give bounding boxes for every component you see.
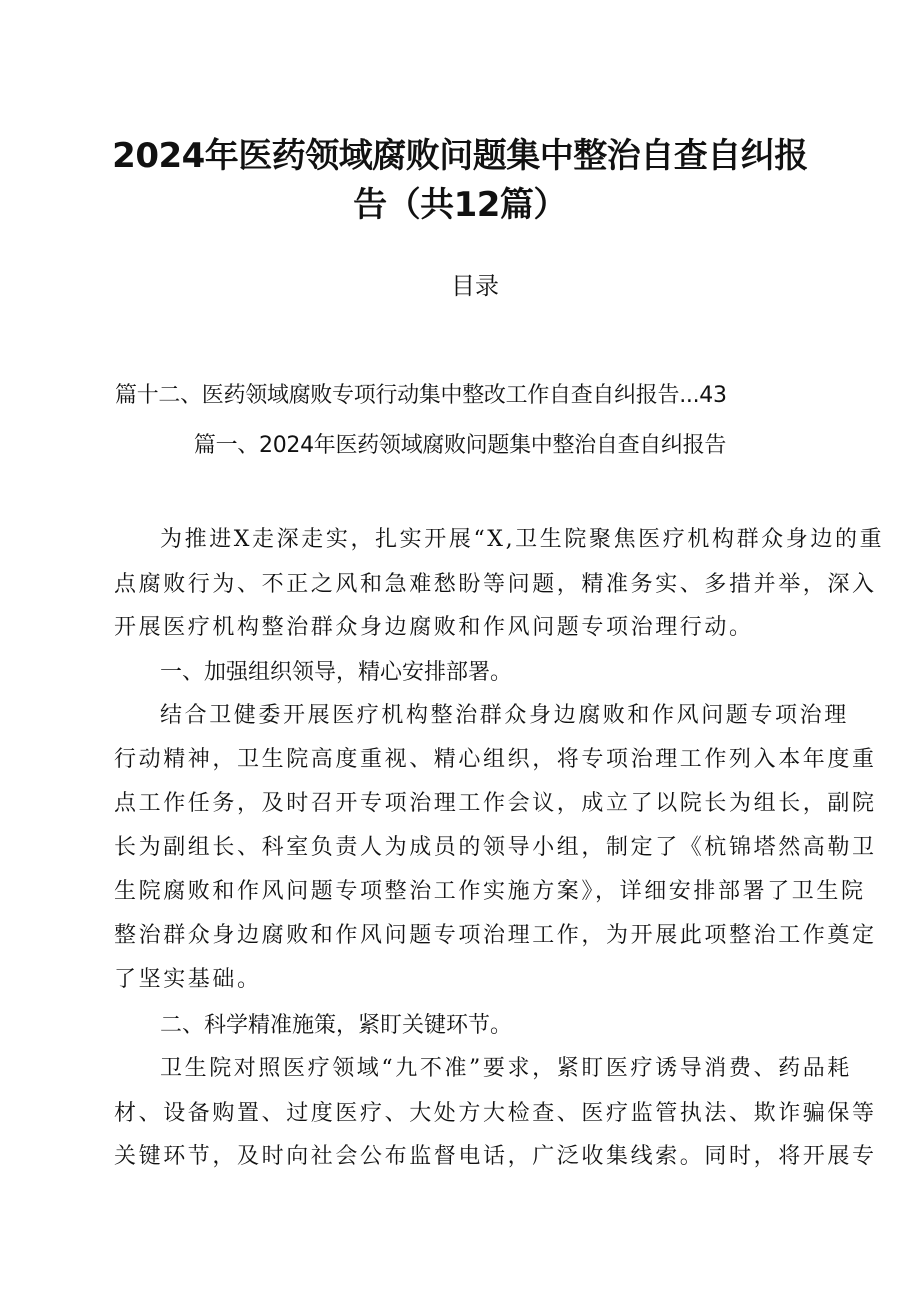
paragraph-line: 整治群众身边腐败和作风问题专项治理工作，为开展此项整治工作奠定 (114, 923, 877, 948)
toc-heading: 目录 (451, 272, 499, 300)
paragraph-line: 点工作任务，及时召开专项治理工作会议，成立了以院长为组长，副院 (114, 791, 877, 816)
paragraph-line: 行动精神，卫生院高度重视、精心组织，将专项治理工作列入本年度重 (114, 747, 877, 772)
paragraph-line: 卫生院对照医疗领域“九不准”要求，紧盯医疗诱导消费、药品耗 (160, 1056, 852, 1081)
paragraph-line: 长为副组长、科室负责人为成员的领导小组，制定了《杭锦塔然高勒卫 (114, 835, 877, 860)
section-heading-2: 二、科学精准施策，紧盯关键环节。 (160, 1013, 513, 1038)
toc-entry[interactable]: 篇十二、医药领域腐败专项行动集中整改工作自查自纠报告...43 (115, 383, 727, 408)
paragraph-line: 生院腐败和作风问题专项整治工作实施方案》，详细安排部署了卫生院 (114, 879, 866, 904)
paragraph-line: 结合卫健委开展医疗机构整治群众身边腐败和作风问题专项治理 (160, 703, 849, 728)
document-title-line-2: 告（共12篇） (353, 185, 567, 225)
paragraph-line: 材、设备购置、过度医疗、大处方大检查、医疗监管执法、欺诈骗保等 (114, 1101, 877, 1126)
article-title: 篇一、2024年医药领域腐败问题集中整治自查自纠报告 (193, 433, 727, 458)
paragraph-line: 开展医疗机构整治群众身边腐败和作风问题专项治理行动。 (114, 615, 754, 640)
paragraph-line: 了坚实基础。 (114, 967, 262, 992)
document-title-line-1: 2024年医药领域腐败问题集中整治自查自纠报 (112, 136, 808, 176)
section-heading-1: 一、加强组织领导，精心安排部署。 (160, 660, 513, 685)
paragraph-line: 关键环节，及时向社会公布监督电话，广泛收集线索。同时，将开展专 (114, 1144, 877, 1169)
paragraph-line: 为推进X走深走实，扎实开展“X,卫生院聚焦医疗机构群众身边的重 (160, 527, 885, 552)
paragraph-line: 点腐败行为、不正之风和急难愁盼等问题，精准务实、多措并举，深入 (114, 572, 877, 597)
